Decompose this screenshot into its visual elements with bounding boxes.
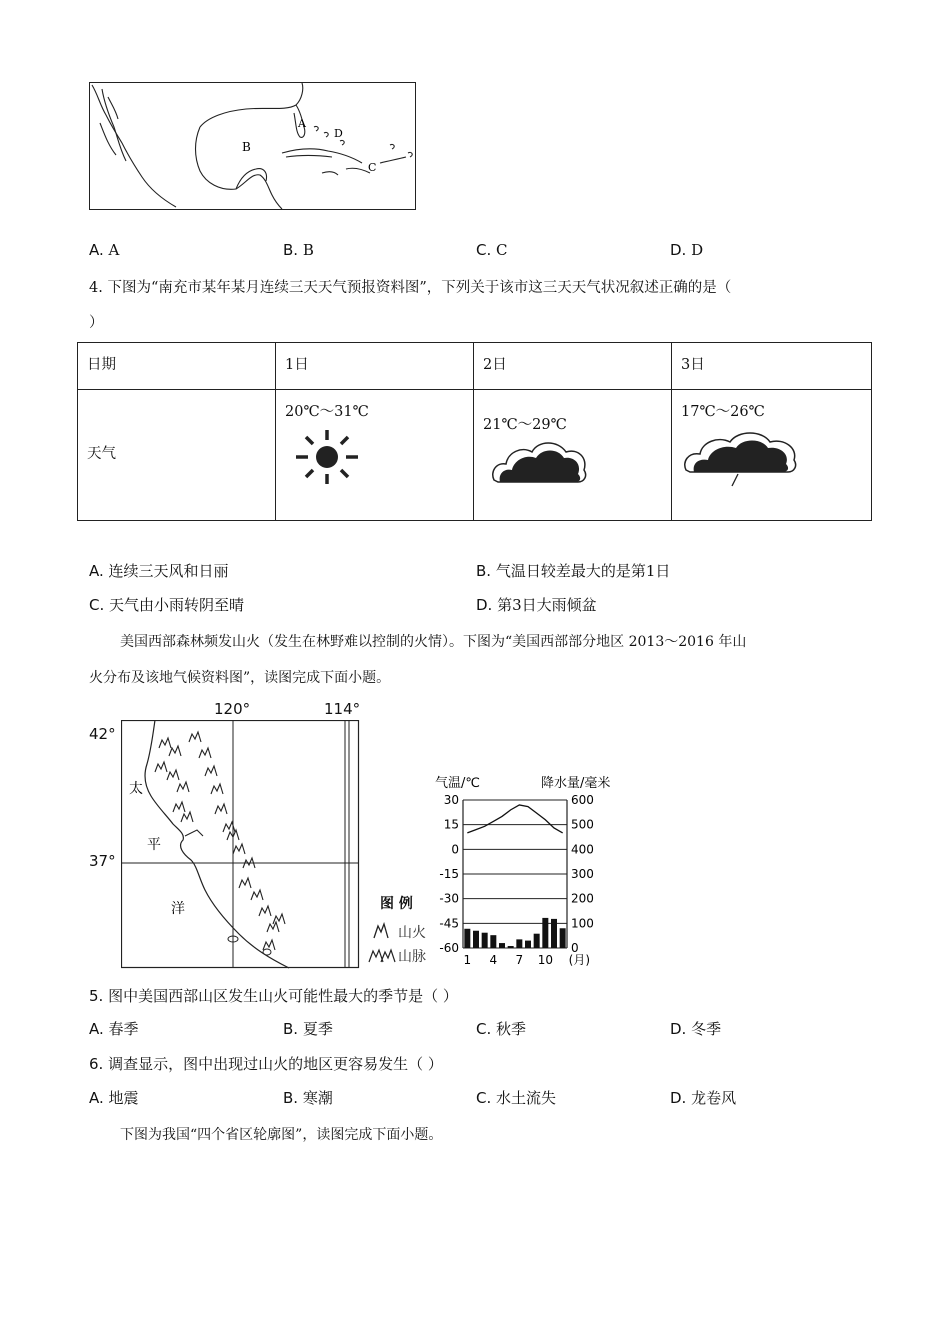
closing-line: 下图为我国“四个省区轮廓图”，读图完成下面小题。: [120, 1127, 443, 1143]
climate-chart: [425, 770, 635, 970]
q6-option-d[interactable]: D. 龙卷风: [670, 1089, 737, 1107]
cell-day2: 2日: [474, 343, 672, 390]
precip-bar: [508, 946, 514, 948]
map1-label-d: D: [334, 127, 343, 140]
q5-option-a[interactable]: A. 春季: [89, 1020, 139, 1038]
chart-left-label: 气温/℃: [435, 776, 480, 791]
q4-option-c[interactable]: C. 天气由小雨转阴至晴: [89, 596, 245, 614]
temperature-line: [467, 805, 562, 833]
q3-option-b[interactable]: B. B: [283, 241, 314, 259]
sun-icon: [294, 428, 360, 486]
q3-option-a[interactable]: A. A: [89, 241, 120, 259]
cell-weather-day3: [672, 390, 872, 521]
chart-right-tick: 300: [571, 867, 594, 881]
legend-title: 图 例: [380, 896, 413, 912]
cell-day3: 3日: [672, 343, 872, 390]
q5-option-b[interactable]: B. 夏季: [283, 1020, 333, 1038]
caribbean-map-drawing: [90, 83, 415, 209]
caribbean-map: [89, 82, 416, 210]
precip-bar: [499, 943, 505, 948]
chart-left-tick: -30: [439, 891, 459, 906]
cell-day1: 1日: [276, 343, 474, 390]
cell-date-label: 日期: [78, 343, 276, 390]
precip-bar: [560, 928, 566, 948]
map1-label-c: C: [368, 161, 377, 174]
cell-weather-label: [78, 390, 276, 521]
temp-day1: 20℃～31℃: [285, 404, 369, 420]
chart-x-tick: 1: [463, 953, 472, 967]
legend-fire-label: 山火: [398, 925, 426, 941]
chart-right-tick: 400: [571, 842, 594, 857]
q5-option-d[interactable]: D. 冬季: [670, 1020, 722, 1038]
q6-stem: 6. 调查显示，图中出现过山火的地区更容易发生（ ）: [89, 1055, 443, 1073]
cell-weather-day1: [276, 390, 474, 521]
ocean-char-1: 太: [129, 781, 143, 797]
legend-mountain-label: 山脉: [398, 949, 426, 965]
rain-drop: [732, 474, 738, 486]
q5-option-c[interactable]: C. 秋季: [476, 1020, 527, 1038]
chart-left-tick: 30: [443, 793, 459, 807]
q6-option-c[interactable]: C. 水土流失: [476, 1089, 557, 1107]
precip-bar: [473, 931, 479, 948]
chart-x-tick: 10: [537, 953, 553, 967]
temp-day3: 17℃～26℃: [681, 404, 765, 420]
chart-x-tick: (月): [568, 953, 591, 967]
chart-left-tick: -15: [439, 867, 459, 881]
passage-line1: 美国西部森林频发山火（发生在林野难以控制的火情）。下图为“美国西部部分地区 2013～2016 年山: [120, 634, 747, 650]
map1-label-b: B: [242, 140, 251, 154]
chart-right-tick: 500: [571, 817, 594, 832]
q5-stem: 5. 图中美国西部山区发生山火可能性最大的季节是（ ）: [89, 987, 458, 1005]
chart-x-labels: [464, 953, 591, 967]
lat-label-42: 42°: [89, 725, 116, 743]
passage-line2: 火分布及该地气候资料图”，读图完成下面小题。: [89, 670, 391, 686]
weather-forecast-table: [77, 342, 872, 521]
chart-bars: [464, 918, 565, 948]
chart-left-tick: -45: [439, 916, 459, 931]
cloud-light-rain-icon: [682, 430, 800, 490]
chart-right-tick: 200: [571, 891, 594, 906]
precip-bar: [516, 939, 522, 948]
chart-temperature-line: [467, 805, 562, 833]
temp-day2: 21℃～29℃: [483, 417, 567, 433]
precip-bar: [525, 941, 531, 948]
chart-left-tick: 0: [451, 842, 459, 857]
chart-x-tick: 7: [515, 953, 524, 967]
q3-option-d[interactable]: D. D: [670, 241, 704, 259]
q4-option-b[interactable]: B. 气温日较差最大的是第1日: [476, 562, 671, 580]
precip-bar: [534, 934, 540, 948]
chart-x-tick: 4: [489, 953, 498, 967]
q6-option-a[interactable]: A. 地震: [89, 1089, 139, 1107]
chart-left-tick: -60: [439, 941, 459, 955]
q4-option-a[interactable]: A. 连续三天风和日丽: [89, 562, 229, 580]
chart-right-tick: 100: [571, 916, 594, 931]
precip-bar: [490, 935, 496, 948]
chart-right-tick: 600: [571, 793, 594, 807]
chart-left-tick: 15: [443, 817, 459, 832]
q4-option-d[interactable]: D. 第3日大雨倾盆: [476, 596, 597, 614]
map1-label-a: A: [298, 117, 306, 130]
weather-label: 天气: [87, 446, 116, 462]
lon-label-120: 120°: [214, 700, 251, 718]
ocean-char-3: 洋: [171, 901, 185, 917]
precip-bar: [551, 919, 557, 948]
precip-bar: [482, 933, 488, 948]
cell-weather-day2: [474, 390, 672, 521]
q3-option-c[interactable]: C. C: [476, 241, 508, 259]
overcast-cloud-icon: [490, 436, 590, 486]
chart-right-label: 降水量/毫米: [541, 776, 611, 791]
lon-label-114: 114°: [324, 700, 361, 718]
q6-option-b[interactable]: B. 寒潮: [283, 1089, 333, 1107]
precip-bar: [464, 929, 470, 948]
table-row-date: [78, 343, 872, 390]
ocean-char-2: 平: [147, 837, 161, 853]
table-row-weather: [78, 390, 872, 521]
us-west-map-drawing: [121, 720, 361, 970]
lat-label-37: 37°: [89, 852, 116, 870]
chart-right-tick: 0: [571, 941, 579, 955]
wildfire-icon: [372, 922, 396, 940]
q4-stem-line2: ）: [89, 315, 104, 331]
mountain-range-icon: [368, 946, 396, 964]
q4-stem-line1: 4. 下图为“南充市某年某月连续三天天气预报资料图”，下列关于该市这三天天气状况叙述正确的是（: [89, 280, 732, 296]
precip-bar: [542, 918, 548, 948]
